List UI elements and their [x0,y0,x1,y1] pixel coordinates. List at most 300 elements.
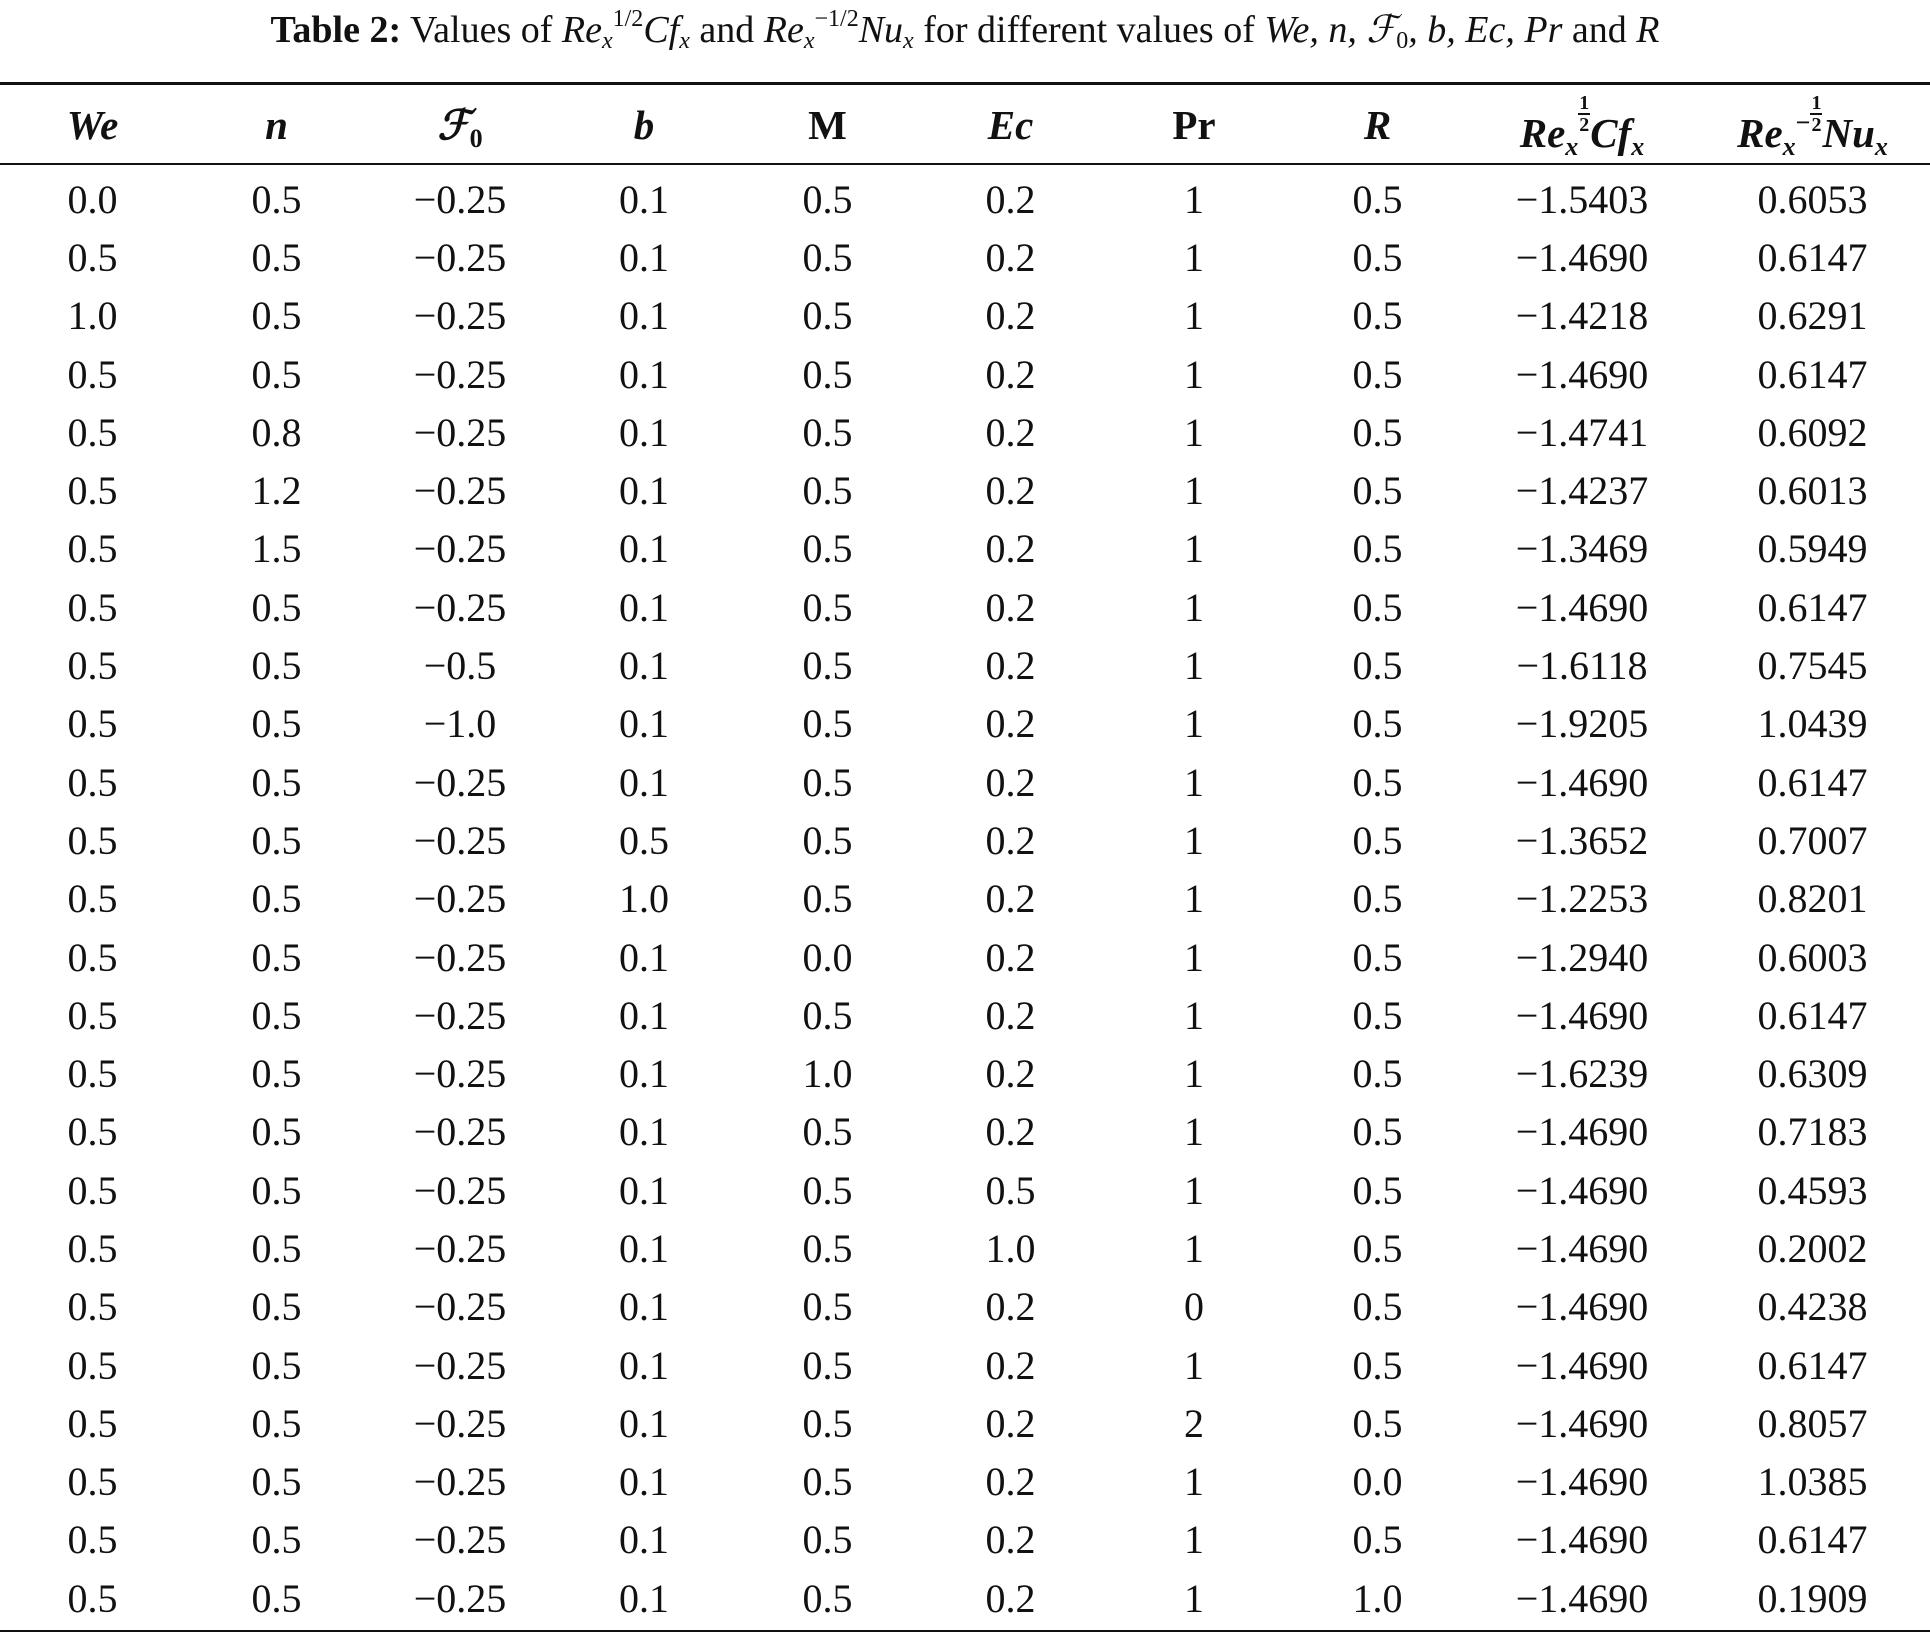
header-f0-symbol: ℱ [437,102,470,148]
cell-f0: −0.25 [413,351,507,397]
cell-m: 0.5 [802,876,853,922]
caption-r: R [1636,9,1660,51]
results-table [0,86,1930,1627]
caption-and-1: and [699,9,755,51]
cell-ec: 0.2 [985,526,1036,572]
caption-f0-sub: 0 [1396,28,1409,54]
cell-ec: 0.2 [985,876,1036,922]
cell-m: 0.5 [802,1517,853,1563]
cell-nusselt: 0.6309 [1757,1051,1868,1097]
cell-nusselt: 0.6147 [1757,992,1868,1038]
cell-n: 0.5 [251,1109,302,1155]
cell-we: 1.0 [67,293,118,339]
cell-skin-friction: −1.6239 [1515,1051,1649,1097]
cell-ec: 0.2 [985,817,1036,863]
cell-pr: 1 [1184,409,1204,455]
caption-re-2: Re [763,9,804,51]
cell-skin-friction: −1.4690 [1515,1284,1649,1330]
cell-pr: 1 [1184,1517,1204,1563]
cell-ec: 0.2 [985,992,1036,1038]
cell-ec: 0.2 [985,351,1036,397]
cell-pr: 2 [1184,1400,1204,1446]
cell-m: 0.5 [802,1167,853,1213]
cell-we: 0.5 [67,351,118,397]
cell-skin-friction: −1.4218 [1515,293,1649,339]
cell-b: 0.1 [619,409,669,455]
cell-n: 0.5 [251,1342,302,1388]
cell-skin-friction: −1.4690 [1515,1517,1649,1563]
cell-b: 0.1 [619,1400,669,1446]
cell-we: 0.5 [67,1575,118,1621]
cell-skin-friction: −1.4690 [1515,1109,1649,1155]
cell-f0: −0.5 [423,643,497,689]
cell-nusselt: 0.6003 [1757,934,1868,980]
cell-pr: 1 [1184,876,1204,922]
cell-f0: −0.25 [413,1342,507,1388]
cell-skin-friction: −1.2253 [1515,876,1649,922]
cell-nusselt: 0.6147 [1757,351,1868,397]
cell-pr: 1 [1184,1342,1204,1388]
cell-nusselt: 0.6013 [1757,468,1868,514]
cell-n: 0.5 [251,351,302,397]
cell-ec: 0.2 [985,293,1036,339]
cell-n: 0.5 [251,1284,302,1330]
cell-f0: −0.25 [413,176,507,222]
cell-we: 0.5 [67,1517,118,1563]
table-row [0,870,1930,928]
cell-r: 0.5 [1352,526,1403,572]
cell-f0: −0.25 [413,1284,507,1330]
cell-r: 0.5 [1352,701,1403,747]
cell-b: 0.1 [619,1284,669,1330]
cell-m: 0.5 [802,234,853,280]
table-row [0,1569,1930,1627]
header-we [0,86,185,164]
cell-b: 0.1 [619,1342,669,1388]
cell-ec: 0.2 [985,759,1036,805]
cell-r: 0.5 [1352,176,1403,222]
header-skin-friction [1469,86,1695,164]
cell-we: 0.5 [67,1109,118,1155]
header-f0-sub: 0 [469,124,483,153]
cell-f0: −0.25 [413,293,507,339]
cell-skin-friction: −1.3469 [1515,526,1649,572]
header-row [0,86,1930,164]
table-row [0,345,1930,403]
header-we-label: We [66,102,119,148]
cell-pr: 1 [1184,759,1204,805]
cell-nusselt: 0.4593 [1757,1167,1868,1213]
cell-b: 0.1 [619,176,669,222]
cell-n: 0.5 [251,817,302,863]
cell-f0: −0.25 [413,409,507,455]
cell-skin-friction: −1.4690 [1515,1167,1649,1213]
caption-nu: Nu [858,9,904,51]
cell-b: 0.1 [619,234,669,280]
cell-n: 0.5 [251,701,302,747]
cell-n: 0.5 [251,1517,302,1563]
cell-f0: −0.25 [413,234,507,280]
cell-we: 0.5 [67,526,118,572]
cell-nusselt: 0.4238 [1757,1284,1868,1330]
cell-m: 0.5 [802,351,853,397]
table-row [0,986,1930,1044]
cell-skin-friction: −1.4237 [1515,468,1649,514]
cell-we: 0.5 [67,759,118,805]
cell-n: 0.5 [251,992,302,1038]
cell-b: 0.1 [619,1167,669,1213]
header-cf-num: 1 [1579,92,1590,114]
cell-b: 0.1 [619,643,669,689]
cell-n: 0.5 [251,584,302,630]
table-row [0,811,1930,869]
cell-ec: 0.2 [985,1517,1036,1563]
cell-ec: 0.2 [985,1459,1036,1505]
cell-n: 0.5 [251,1459,302,1505]
cell-f0: −0.25 [413,468,507,514]
cell-n: 1.2 [251,468,302,514]
caption-x-4: x [903,28,914,54]
header-b [552,86,736,164]
cell-b: 0.1 [619,992,669,1038]
header-cf-tail: Cf [1590,110,1632,156]
cell-f0: −0.25 [413,817,507,863]
cell-b: 0.1 [619,759,669,805]
header-ec-label: Ec [987,102,1034,148]
header-r-label: R [1363,102,1392,148]
cell-r: 0.5 [1352,1225,1403,1271]
header-f0 [368,86,552,164]
header-nu-re: Re [1737,110,1783,156]
caption-vars: We, n, [1264,9,1367,51]
header-n [185,86,368,164]
cell-skin-friction: −1.4690 [1515,351,1649,397]
cell-pr: 1 [1184,1051,1204,1097]
cell-f0: −0.25 [413,584,507,630]
caption-neg-half: −1/2 [814,6,859,32]
cell-we: 0.5 [67,468,118,514]
cell-n: 0.5 [251,1575,302,1621]
cell-we: 0.5 [67,1225,118,1271]
cell-nusselt: 0.6053 [1757,176,1868,222]
table-row [0,1511,1930,1569]
cell-m: 0.0 [802,934,853,980]
cell-pr: 0 [1184,1284,1204,1330]
cell-nusselt: 0.6291 [1757,293,1868,339]
cell-f0: −0.25 [413,1109,507,1155]
cell-n: 0.5 [251,293,302,339]
header-nu-num: 1 [1811,92,1822,114]
cell-we: 0.5 [67,409,118,455]
cell-ec: 0.2 [985,234,1036,280]
header-m-label: M [808,102,847,148]
cell-n: 0.5 [251,234,302,280]
cell-r: 0.5 [1352,643,1403,689]
cell-nusselt: 0.6092 [1757,409,1868,455]
cell-b: 0.1 [619,351,669,397]
cell-ec: 0.2 [985,1575,1036,1621]
cell-ec: 0.2 [985,1051,1036,1097]
cell-r: 0.5 [1352,934,1403,980]
header-pr-label: Pr [1172,102,1216,148]
table-row [0,1453,1930,1511]
cell-b: 0.1 [619,1109,669,1155]
cell-we: 0.5 [67,1051,118,1097]
cell-r: 0.5 [1352,468,1403,514]
table-row [0,753,1930,811]
cell-nusselt: 1.0385 [1757,1459,1868,1505]
cell-m: 0.5 [802,643,853,689]
cell-b: 0.1 [619,584,669,630]
cell-r: 0.5 [1352,1517,1403,1563]
cell-we: 0.5 [67,584,118,630]
cell-we: 0.5 [67,1400,118,1446]
cell-ec: 0.2 [985,584,1036,630]
cell-pr: 1 [1184,176,1204,222]
cell-f0: −0.25 [413,992,507,1038]
caption-x-3: x [803,28,815,54]
cell-m: 0.5 [802,992,853,1038]
cell-f0: −0.25 [413,1459,507,1505]
cell-pr: 1 [1184,468,1204,514]
table-row [0,1044,1930,1102]
cell-m: 0.5 [802,759,853,805]
cell-we: 0.5 [67,934,118,980]
cell-m: 0.5 [802,1342,853,1388]
table-row [0,578,1930,636]
cell-b: 0.1 [619,468,669,514]
cell-m: 0.5 [802,468,853,514]
cell-nusselt: 0.6147 [1757,234,1868,280]
cell-nusselt: 0.6147 [1757,1517,1868,1563]
cell-skin-friction: −1.4690 [1515,1342,1649,1388]
cell-pr: 1 [1184,701,1204,747]
cell-n: 0.5 [251,1400,302,1446]
cell-f0: −0.25 [413,1575,507,1621]
cell-skin-friction: −1.4690 [1515,1225,1649,1271]
cell-nusselt: 0.6147 [1757,759,1868,805]
caption-and-2: and [1571,9,1627,51]
cell-f0: −0.25 [413,934,507,980]
table-row [0,1103,1930,1161]
cell-m: 0.5 [802,1284,853,1330]
cell-r: 0.5 [1352,759,1403,805]
cell-skin-friction: −1.9205 [1515,701,1649,747]
cell-we: 0.5 [67,234,118,280]
header-n-label: n [265,102,288,148]
table-row [0,287,1930,345]
cell-skin-friction: −1.2940 [1515,934,1649,980]
cell-r: 1.0 [1352,1575,1403,1621]
cell-b: 0.1 [619,1517,669,1563]
cell-we: 0.5 [67,1284,118,1330]
cell-pr: 1 [1184,526,1204,572]
cell-nusselt: 0.5949 [1757,526,1868,572]
cell-f0: −0.25 [413,1400,507,1446]
cell-r: 0.5 [1352,876,1403,922]
cell-b: 0.1 [619,1575,669,1621]
header-cf-re: Re [1519,110,1566,156]
cell-skin-friction: −1.4690 [1515,1459,1649,1505]
cell-f0: −0.25 [413,1517,507,1563]
cell-r: 0.5 [1352,1342,1403,1388]
cell-f0: −1.0 [423,701,497,747]
header-nusselt [1695,86,1930,164]
cell-skin-friction: −1.3652 [1515,817,1649,863]
header-nu-x-2: x [1874,132,1888,161]
cell-m: 0.5 [802,409,853,455]
cell-pr: 1 [1184,1167,1204,1213]
cell-m: 0.5 [802,817,853,863]
cell-nusselt: 1.0439 [1757,701,1868,747]
table-row [0,928,1930,986]
cell-n: 0.5 [251,643,302,689]
cell-r: 0.5 [1352,1284,1403,1330]
cell-skin-friction: −1.6118 [1516,643,1648,689]
cell-b: 0.1 [619,1459,669,1505]
caption-text-start: Values of [409,9,553,51]
table-row [0,1394,1930,1452]
header-m [736,86,919,164]
cell-r: 0.5 [1352,293,1403,339]
cell-nusselt: 0.6147 [1757,1342,1868,1388]
table-row [0,636,1930,694]
cell-f0: −0.25 [413,1167,507,1213]
table-body [0,164,1930,1627]
cell-nusselt: 0.8201 [1757,876,1868,922]
cell-skin-friction: −1.4690 [1515,234,1649,280]
header-nu-exponent [1810,93,1822,135]
cell-ec: 0.2 [985,1342,1036,1388]
cell-we: 0.5 [67,992,118,1038]
header-nu-x-1: x [1782,132,1796,161]
table-row [0,1278,1930,1336]
cell-n: 1.5 [251,526,302,572]
cell-we: 0.0 [67,176,118,222]
table-row [0,403,1930,461]
cell-n: 0.5 [251,934,302,980]
cell-m: 0.5 [802,526,853,572]
cell-n: 0.5 [251,759,302,805]
cell-m: 0.5 [802,701,853,747]
cell-ec: 0.2 [985,643,1036,689]
table-row [0,1336,1930,1394]
cell-b: 0.1 [619,1051,669,1097]
header-r [1286,86,1469,164]
cell-pr: 1 [1184,1459,1204,1505]
cell-skin-friction: −1.5403 [1515,176,1649,222]
caption-half: 1/2 [612,6,644,32]
cell-r: 0.5 [1352,1400,1403,1446]
cell-n: 0.5 [251,176,302,222]
header-pr [1102,86,1286,164]
cell-m: 0.5 [802,1225,853,1271]
cell-m: 0.5 [802,176,853,222]
cell-f0: −0.25 [413,526,507,572]
header-ec [919,86,1102,164]
cell-b: 0.1 [619,1225,669,1271]
cell-r: 0.5 [1352,584,1403,630]
cell-f0: −0.25 [413,1225,507,1271]
cell-we: 0.5 [67,1167,118,1213]
cell-ec: 0.2 [985,1400,1036,1446]
cell-b: 1.0 [619,876,669,922]
cell-m: 1.0 [802,1051,853,1097]
cell-we: 0.5 [67,876,118,922]
cell-we: 0.5 [67,1459,118,1505]
cell-r: 0.5 [1352,351,1403,397]
header-cf-x-2: x [1631,132,1645,161]
table-row [0,520,1930,578]
caption-f0-symbol: ℱ [1366,9,1397,51]
table-row [0,695,1930,753]
header-cf-x-1: x [1565,132,1579,161]
bottom-rule [0,1630,1930,1632]
cell-r: 0.5 [1352,1051,1403,1097]
cell-n: 0.5 [251,1051,302,1097]
caption-label: Table 2: [270,9,402,51]
caption-cf: Cf [643,9,680,51]
cell-nusselt: 0.6147 [1757,584,1868,630]
cell-ec: 0.2 [985,176,1036,222]
table-row [0,461,1930,519]
table-row [0,228,1930,286]
header-b-label: b [633,102,655,148]
cell-b: 0.1 [619,701,669,747]
cell-f0: −0.25 [413,876,507,922]
cell-we: 0.5 [67,817,118,863]
cell-we: 0.5 [67,643,118,689]
header-cf-den: 2 [1579,114,1590,136]
header-cf-exponent [1578,93,1590,135]
table-row [0,164,1930,228]
cell-b: 0.1 [619,934,669,980]
cell-pr: 1 [1184,1575,1204,1621]
cell-b: 0.1 [619,293,669,339]
cell-n: 0.5 [251,1225,302,1271]
cell-m: 0.5 [802,1575,853,1621]
table-row [0,1161,1930,1219]
cell-r: 0.5 [1352,992,1403,1038]
header-nu-den: 2 [1811,114,1822,136]
cell-ec: 0.2 [985,468,1036,514]
cell-m: 0.5 [802,1109,853,1155]
cell-pr: 1 [1184,293,1204,339]
cell-we: 0.5 [67,701,118,747]
cell-r: 0.5 [1352,1167,1403,1213]
cell-m: 0.5 [802,584,853,630]
header-nu-sign: − [1795,108,1811,137]
cell-skin-friction: −1.4690 [1515,1400,1649,1446]
cell-ec: 0.2 [985,701,1036,747]
cell-n: 0.8 [251,409,302,455]
cell-b: 0.5 [619,817,669,863]
cell-pr: 1 [1184,351,1204,397]
cell-r: 0.5 [1352,817,1403,863]
cell-ec: 0.2 [985,1109,1036,1155]
table-row [0,1219,1930,1277]
cell-m: 0.5 [802,1400,853,1446]
cell-ec: 0.2 [985,934,1036,980]
cell-r: 0.5 [1352,1109,1403,1155]
cell-b: 0.1 [619,526,669,572]
cell-skin-friction: −1.4690 [1515,1575,1649,1621]
cell-nusselt: 0.7007 [1757,817,1868,863]
top-rule [0,82,1930,85]
cell-r: 0.5 [1352,234,1403,280]
cell-nusselt: 0.8057 [1757,1400,1868,1446]
cell-pr: 1 [1184,1109,1204,1155]
